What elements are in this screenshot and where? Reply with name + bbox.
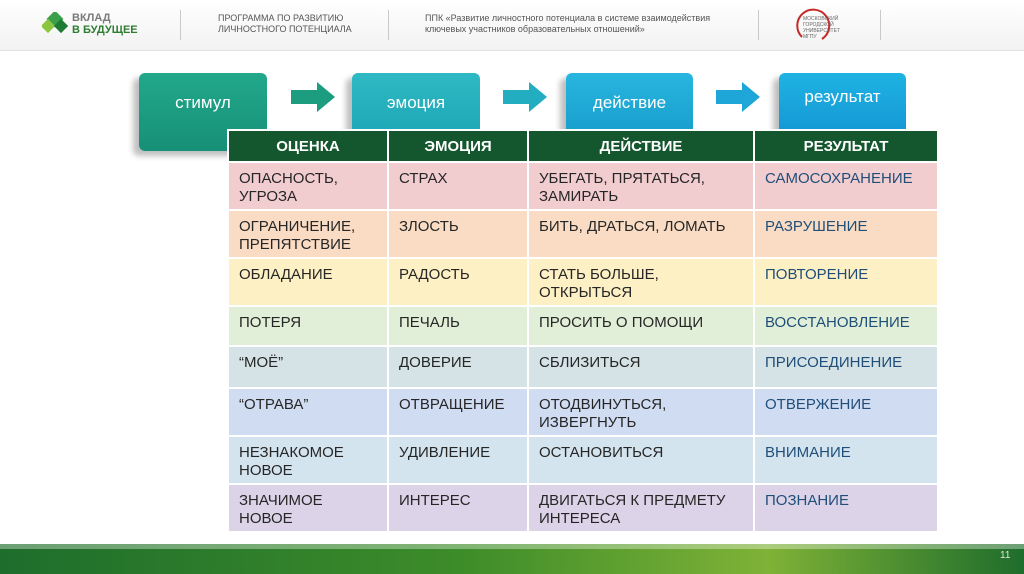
program-title: ПРОГРАММА ПО РАЗВИТИЮ ЛИЧНОСТНОГО ПОТЕНЦИАЛА xyxy=(218,13,352,34)
table-row xyxy=(228,484,938,532)
arrow-right-icon xyxy=(503,82,547,112)
table-row xyxy=(228,258,938,306)
cell-action: ДВИГАТЬСЯ К ПРЕДМЕТУ ИНТЕРЕСА xyxy=(528,484,754,532)
cell-assessment: ОГРАНИЧЕНИЕ, ПРЕПЯТСТВИЕ xyxy=(228,210,388,258)
table-row xyxy=(228,210,938,258)
header-result: РЕЗУЛЬТАТ xyxy=(754,130,938,162)
cell-result: ВОССТАНОВЛЕНИЕ xyxy=(754,306,938,346)
table-row xyxy=(228,162,938,210)
cell-action: ОТОДВИНУТЬСЯ, ИЗВЕРГНУТЬ xyxy=(528,388,754,436)
vklad-logo-text: ВКЛАД В БУДУЩЕЕ xyxy=(72,12,138,36)
cell-assessment: ПОТЕРЯ xyxy=(228,306,388,346)
table-row xyxy=(228,346,938,388)
cell-emotion: ИНТЕРЕС xyxy=(388,484,528,532)
cell-action: СБЛИЗИТЬСЯ xyxy=(528,346,754,388)
header-action: ДЕЙСТВИЕ xyxy=(528,130,754,162)
cell-emotion: ЗЛОСТЬ xyxy=(388,210,528,258)
cell-assessment: ЗНАЧИМОЕ НОВОЕ xyxy=(228,484,388,532)
cell-emotion: ОТВРАЩЕНИЕ xyxy=(388,388,528,436)
header-divider xyxy=(880,10,881,40)
page-number: 11 xyxy=(1000,550,1011,561)
cell-action: УБЕГАТЬ, ПРЯТАТЬСЯ, ЗАМИРАТЬ xyxy=(528,162,754,210)
header-assessment: ОЦЕНКА xyxy=(228,130,388,162)
cell-action: ПРОСИТЬ О ПОМОЩИ xyxy=(528,306,754,346)
footer-highlight xyxy=(0,544,1024,549)
cell-emotion: ПЕЧАЛЬ xyxy=(388,306,528,346)
header-bar xyxy=(0,0,1024,51)
table-header-row xyxy=(228,130,938,162)
flow-box-stimulus: стимул xyxy=(139,73,267,151)
cell-action: БИТЬ, ДРАТЬСЯ, ЛОМАТЬ xyxy=(528,210,754,258)
header-emotion: ЭМОЦИЯ xyxy=(388,130,528,162)
table-row xyxy=(228,388,938,436)
flow-box-action: действие xyxy=(566,73,693,151)
ppk-title: ППК «Развитие личностного потенциала в системе взаимодействия ключевых участников образовательных отношений» xyxy=(425,13,711,34)
table-row xyxy=(228,306,938,346)
cell-assessment: ОБЛАДАНИЕ xyxy=(228,258,388,306)
header-divider xyxy=(180,10,181,40)
cell-emotion: ДОВЕРИЕ xyxy=(388,346,528,388)
cell-assessment: “ОТРАВА” xyxy=(228,388,388,436)
cell-emotion: УДИВЛЕНИЕ xyxy=(388,436,528,484)
table-row xyxy=(228,436,938,484)
cell-action: ОСТАНОВИТЬСЯ xyxy=(528,436,754,484)
emotion-table xyxy=(227,129,939,533)
cell-assessment: ОПАСНОСТЬ, УГРОЗА xyxy=(228,162,388,210)
cell-result: САМОСОХРАНЕНИЕ xyxy=(754,162,938,210)
cell-result: ОТВЕРЖЕНИЕ xyxy=(754,388,938,436)
arrow-right-icon xyxy=(291,82,335,112)
header-divider xyxy=(758,10,759,40)
flow-box-emotion: эмоция xyxy=(352,73,480,151)
flow-box-result: результат xyxy=(779,73,906,151)
cell-emotion: РАДОСТЬ xyxy=(388,258,528,306)
university-logo-text: МОСКОВСКИЙ ГОРОДСКОЙ УНИВЕРСИТЕТ МГПУ xyxy=(803,16,840,40)
cell-result: РАЗРУШЕНИЕ xyxy=(754,210,938,258)
arrow-right-icon xyxy=(716,82,760,112)
cell-assessment: “МОЁ” xyxy=(228,346,388,388)
cell-result: ПРИСОЕДИНЕНИЕ xyxy=(754,346,938,388)
header-divider xyxy=(388,10,389,40)
cell-result: ВНИМАНИЕ xyxy=(754,436,938,484)
cell-action: СТАТЬ БОЛЬШЕ, ОТКРЫТЬСЯ xyxy=(528,258,754,306)
cell-assessment: НЕЗНАКОМОЕ НОВОЕ xyxy=(228,436,388,484)
cell-result: ПОВТОРЕНИЕ xyxy=(754,258,938,306)
cell-emotion: СТРАХ xyxy=(388,162,528,210)
vklad-logo-icon xyxy=(42,12,68,38)
cell-result: ПОЗНАНИЕ xyxy=(754,484,938,532)
